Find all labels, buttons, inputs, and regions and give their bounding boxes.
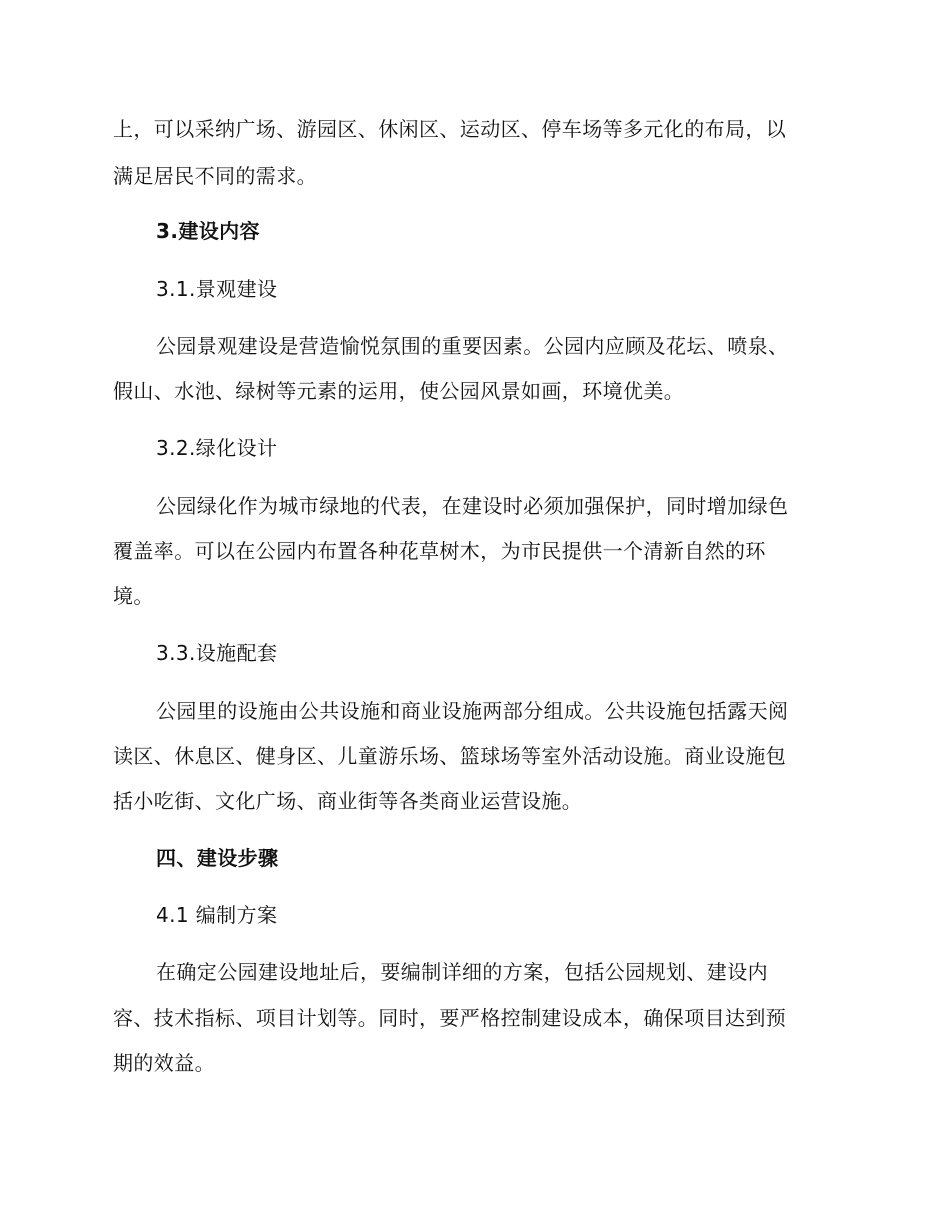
subsection-title: 3.1.景观建设: [156, 277, 278, 301]
subsection-title: 3.3.设施配套: [156, 641, 278, 665]
paragraph-line: 上，可以采纳广场、游园区、休闲区、运动区、停车场等多元化的布局，以: [113, 117, 787, 141]
paragraph-line: 在确定公园建设地址后，要编制详细的方案，包括公园规划、建设内: [156, 960, 768, 984]
subsection-title: 3.2.绿化设计: [156, 436, 278, 460]
section-heading: 四、建设步骤: [156, 846, 279, 870]
paragraph-line: 容、技术指标、项目计划等。同时，要严格控制建设成本，确保项目达到预: [113, 1006, 787, 1030]
paragraph-line: 覆盖率。可以在公园内布置各种花草树木，为市民提供一个清新自然的环: [113, 539, 766, 563]
paragraph-line: 境。: [113, 584, 154, 608]
paragraph-line: 假山、水池、绿树等元素的运用，使公园风景如画，环境优美。: [113, 379, 685, 403]
paragraph-line: 括小吃街、文化广场、商业街等各类商业运营设施。: [113, 789, 583, 813]
paragraph-line: 公园景观建设是营造愉悦氛围的重要因素。公园内应顾及花坛、喷泉、: [156, 334, 789, 358]
subsection-title: 4.1 编制方案: [156, 903, 278, 927]
paragraph-line: 公园里的设施由公共设施和商业设施两部分组成。公共设施包括露天阅: [156, 699, 789, 723]
paragraph-line: 公园绿化作为城市绿地的代表，在建设时必须加强保护，同时增加绿色: [156, 494, 789, 518]
section-heading: 3.建设内容: [156, 219, 260, 243]
paragraph-line: 期的效益。: [113, 1051, 215, 1075]
paragraph-line: 读区、休息区、健身区、儿童游乐场、篮球场等室外活动设施。商业设施包: [113, 744, 787, 768]
paragraph-line: 满足居民不同的需求。: [113, 164, 317, 188]
